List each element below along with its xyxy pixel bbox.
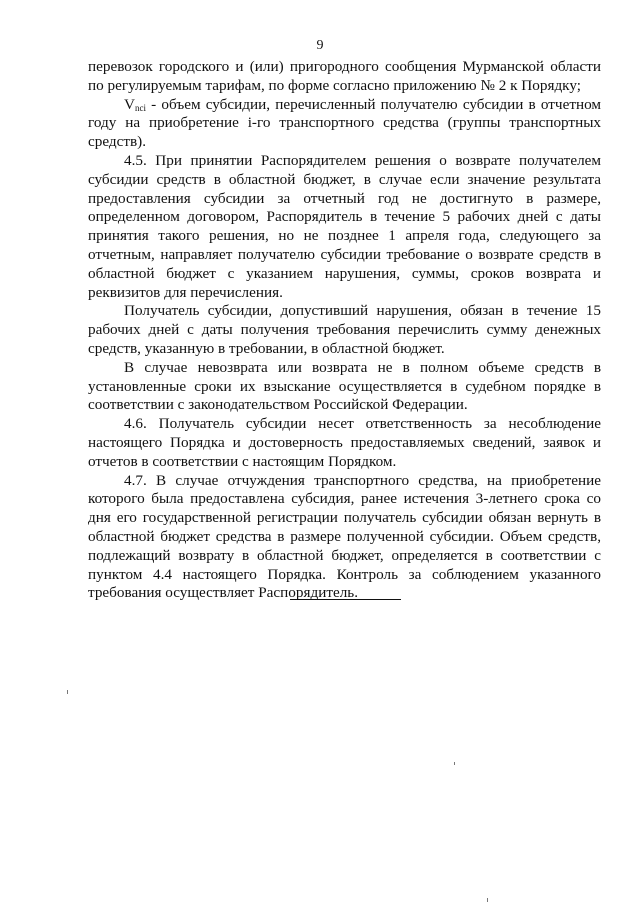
paragraph-text: 4.6. Получатель субсидии несет ответственность за несоблюдение настоящего Порядка и достоверность предоставляемых сведений, заявок и отчетов в соответствии с настоящим Порядком. — [88, 415, 601, 470]
paragraph-text: - объем субсидии, перечисленный получателю субсидии в отчетном году на приобретение i-го транспортного средства (группы транспортных средств). — [88, 95, 601, 151]
paragraph-formula-definition — [88, 96, 601, 152]
scan-speck — [487, 898, 488, 902]
paragraph-text: 4.5. При принятии Распорядителем решения о возврате получателем субсидии средств в областной бюджет, в случае если значение результата предоставления субсидии за отчетный год не достигнуто в размере, определенном договором, Распорядитель в течение 5 рабочих дней с даты принятия такого решения, но не позднее 1 апреля года, следующего за отчетным, направляет получателю субсидии требование о возврате средств в областной бюджет с указанием нарушения, суммы, сроков возврата и реквизитов для перечисления. — [88, 151, 601, 301]
paragraph-recipient-obligation — [88, 302, 601, 358]
formula-symbol-subscript: nci — [134, 102, 146, 113]
paragraph-clause-4-7 — [88, 472, 601, 604]
end-of-text-rule — [290, 599, 401, 600]
paragraph-text: Получатель субсидии, допустивший нарушения, обязан в течение 15 рабочих дней с даты получения требования перечислить сумму денежных средств, указанную в требовании, в областной бюджет. — [88, 302, 601, 357]
page-number: 9 — [316, 38, 324, 53]
scan-speck — [454, 762, 455, 765]
paragraph-text: перевозок городского и (или) пригородного сообщения Мурманской области по регулируемым тарифам, по форме согласно приложению № 2 к Порядку; — [88, 58, 601, 94]
paragraph-text: В случае невозврата или возврата не в полном объеме средств в установленные сроки их взыскание осуществляется в судебном порядке в соответствии с законодательством Российской Федерации. — [88, 358, 601, 414]
paragraph-clause-4-6 — [88, 415, 601, 471]
scan-speck — [67, 690, 68, 694]
paragraph-text: 4.7. В случае отчуждения транспортного средства, на приобретение которого была предоставлена субсидия, ранее истечения 3-летнего срока со дня его государственной регистрации получатель субсидии обязан вернуть в областной бюджет средства в размере полученной субсидии. Объем средств, подлежащий возврату в областной бюджет, определяется в соответствии с пунктом 4.4 настоящего Порядка. Контроль за соблюдением указанного требования осуществляет Распорядитель. — [88, 471, 601, 602]
formula-symbol: V — [124, 95, 135, 113]
paragraph-continuation — [88, 58, 601, 96]
paragraph-judicial-recovery — [88, 359, 601, 415]
document-body — [88, 58, 601, 603]
paragraph-clause-4-5 — [88, 152, 601, 302]
